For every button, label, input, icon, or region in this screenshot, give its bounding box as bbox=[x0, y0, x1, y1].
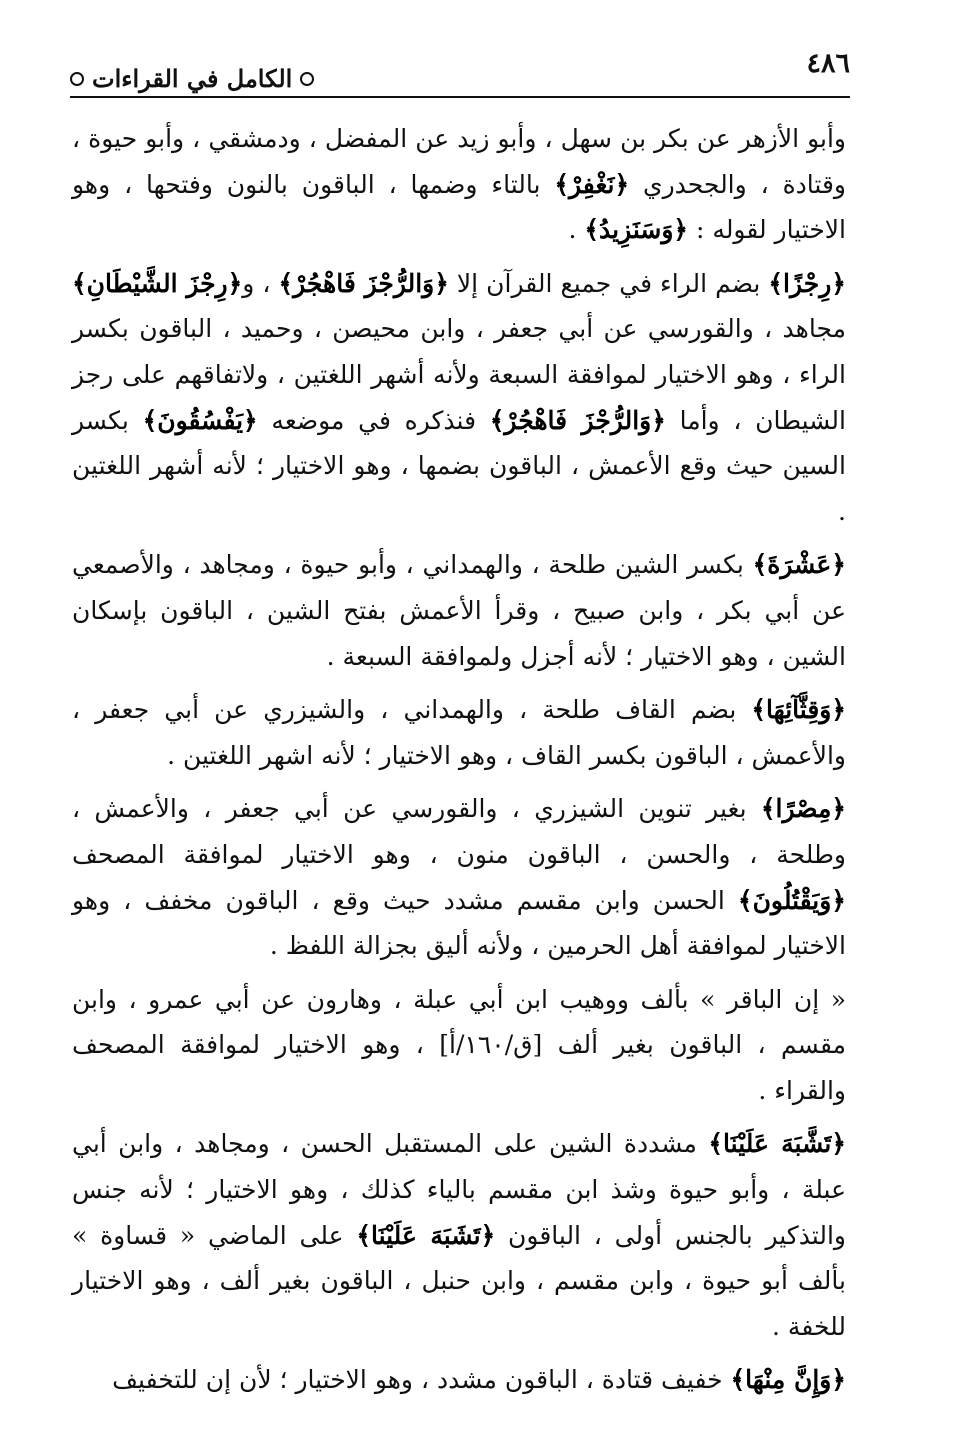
paragraph bbox=[72, 786, 846, 968]
body-text bbox=[72, 116, 846, 1411]
quran-word: ﴿وَيَقْتُلُونَ﴾ bbox=[737, 885, 846, 915]
paragraph bbox=[72, 542, 846, 679]
quran-word: ﴿تَشَبَهَ عَلَيْنَا﴾ bbox=[356, 1220, 496, 1250]
text-run: مجاهد ، والقورسي عن أبي جعفر ، وابن محيصن ، وحميد ، الباقون بكسر الراء ، وهو الاختيار لموافقة السبعة ولأنه أشهر اللغتين ، ولاتفاقهم على رجز الشيطان ، وأما bbox=[72, 314, 846, 435]
text-run: الحسن وابن مقسم مشدد حيث وقع ، الباقون مخفف ، وهو الاختيار لموافقة أهل الحرمين ، ولأنه أليق بجزالة اللفظ . bbox=[72, 885, 846, 961]
paragraph bbox=[72, 261, 846, 535]
paragraph bbox=[72, 116, 846, 253]
text-run: . bbox=[568, 215, 585, 245]
circle-ornament-icon bbox=[300, 72, 314, 86]
paragraph bbox=[72, 687, 846, 778]
quran-word: ﴿وَسَنَزِيدُ﴾ bbox=[584, 215, 689, 245]
text-run: خفيف قتادة ، الباقون مشدد ، وهو الاختيار ؛ لأن إن للتخفيف bbox=[112, 1365, 731, 1395]
quran-word: ﴿وَالرُّجْزَ فَاهْجُرْ﴾ bbox=[489, 405, 666, 435]
paragraph bbox=[72, 977, 846, 1114]
header-rule bbox=[70, 96, 850, 98]
quran-word: ﴿وَقِثَّآئِهَا﴾ bbox=[751, 695, 846, 725]
running-title-text: الكامل في القراءات bbox=[92, 64, 293, 93]
quran-word: ﴿عَشْرَةَ﴾ bbox=[752, 550, 846, 580]
text-run: بكسر الشين طلحة ، والهمداني ، وأبو حيوة ، ومجاهد ، والأصمعي عن أبي بكر ، وابن صبيح ، وقرأ الأعمش بفتح الشين ، الباقون بإسكان الشين ، وهو الاختيار ؛ لأنه أجزل ولموافقة السبعة . bbox=[72, 550, 846, 671]
quran-word: ﴿يَفْسُقُونَ﴾ bbox=[142, 405, 258, 435]
paragraph bbox=[72, 1121, 846, 1349]
paragraph bbox=[72, 1357, 846, 1403]
quran-word: ﴿مِصْرًا﴾ bbox=[760, 794, 846, 824]
running-title bbox=[70, 64, 314, 93]
text-run: على الماضي « قساوة » بألف أبو حيوة ، وابن مقسم ، وابن حنبل ، الباقون بغير ألف ، وهو الاختيار للخفة . bbox=[72, 1220, 846, 1341]
text-run: ، و bbox=[242, 268, 279, 298]
quran-word: ﴿تَشَّبَهَ عَلَيْنَا﴾ bbox=[708, 1129, 846, 1159]
text-run: فنذكره في موضعه bbox=[257, 405, 490, 435]
quran-word: ﴿رِجْزَ الشَّيْطَانِ﴾ bbox=[72, 268, 243, 298]
text-run: مشددة الشين على المستقبل الحسن ، ومجاهد ، وابن أبي عبلة ، وأبو حيوة وشذ ابن مقسم بالياء كذلك ، وهو الاختيار ؛ لأنه جنس والتذكير بالجنس أولى ، الباقون bbox=[72, 1129, 846, 1250]
circle-ornament-icon bbox=[70, 72, 84, 86]
page-number: ٤٨٦ bbox=[806, 48, 850, 79]
text-run: وأبو الأزهر عن بكر بن سهل ، وأبو زيد عن المفضل ، ودمشقي ، وأبو حيوة ، وقتادة ، والجحدري bbox=[72, 124, 846, 199]
text-run: « إن الباقر » بألف ووهيب ابن أبي عبلة ، وهارون عن أبي عمرو ، وابن مقسم ، الباقون بغير ألف [ق/١٦٠/أ] ، وهو الاختيار لموافقة المصحف والقراء . bbox=[72, 984, 846, 1105]
text-run: بغير تنوين الشيزري ، والقورسي عن أبي جعفر ، والأعمش ، وطلحة ، والحسن ، الباقون منون ، وهو الاختيار لموافقة المصحف bbox=[72, 794, 846, 869]
text-run: بالتاء وضمها ، الباقون بالنون وفتحها ، وهو الاختيار لقوله : bbox=[72, 169, 846, 245]
quran-word: ﴿وَإِنَّ مِنْهَا﴾ bbox=[730, 1365, 846, 1395]
text-run: بضم القاف طلحة ، والهمداني ، والشيزري عن أبي جعفر ، والأعمش ، الباقون بكسر القاف ، وهو الاختيار ؛ لأنه اشهر اللغتين . bbox=[72, 695, 846, 770]
text-run: بكسر السين حيث وقع الأعمش ، الباقون بضمها ، وهو الاختيار ؛ لأنه أشهر اللغتين . bbox=[72, 405, 846, 526]
page-header bbox=[70, 44, 850, 92]
quran-word: ﴿نَغْفِرْ﴾ bbox=[554, 169, 630, 199]
quran-word: ﴿رِجْزًا﴾ bbox=[768, 268, 846, 298]
text-run: بضم الراء في جميع القرآن إلا bbox=[448, 268, 769, 298]
quran-word: ﴿وَالرُّجْزَ فَاهْجُرْ﴾ bbox=[278, 268, 449, 298]
